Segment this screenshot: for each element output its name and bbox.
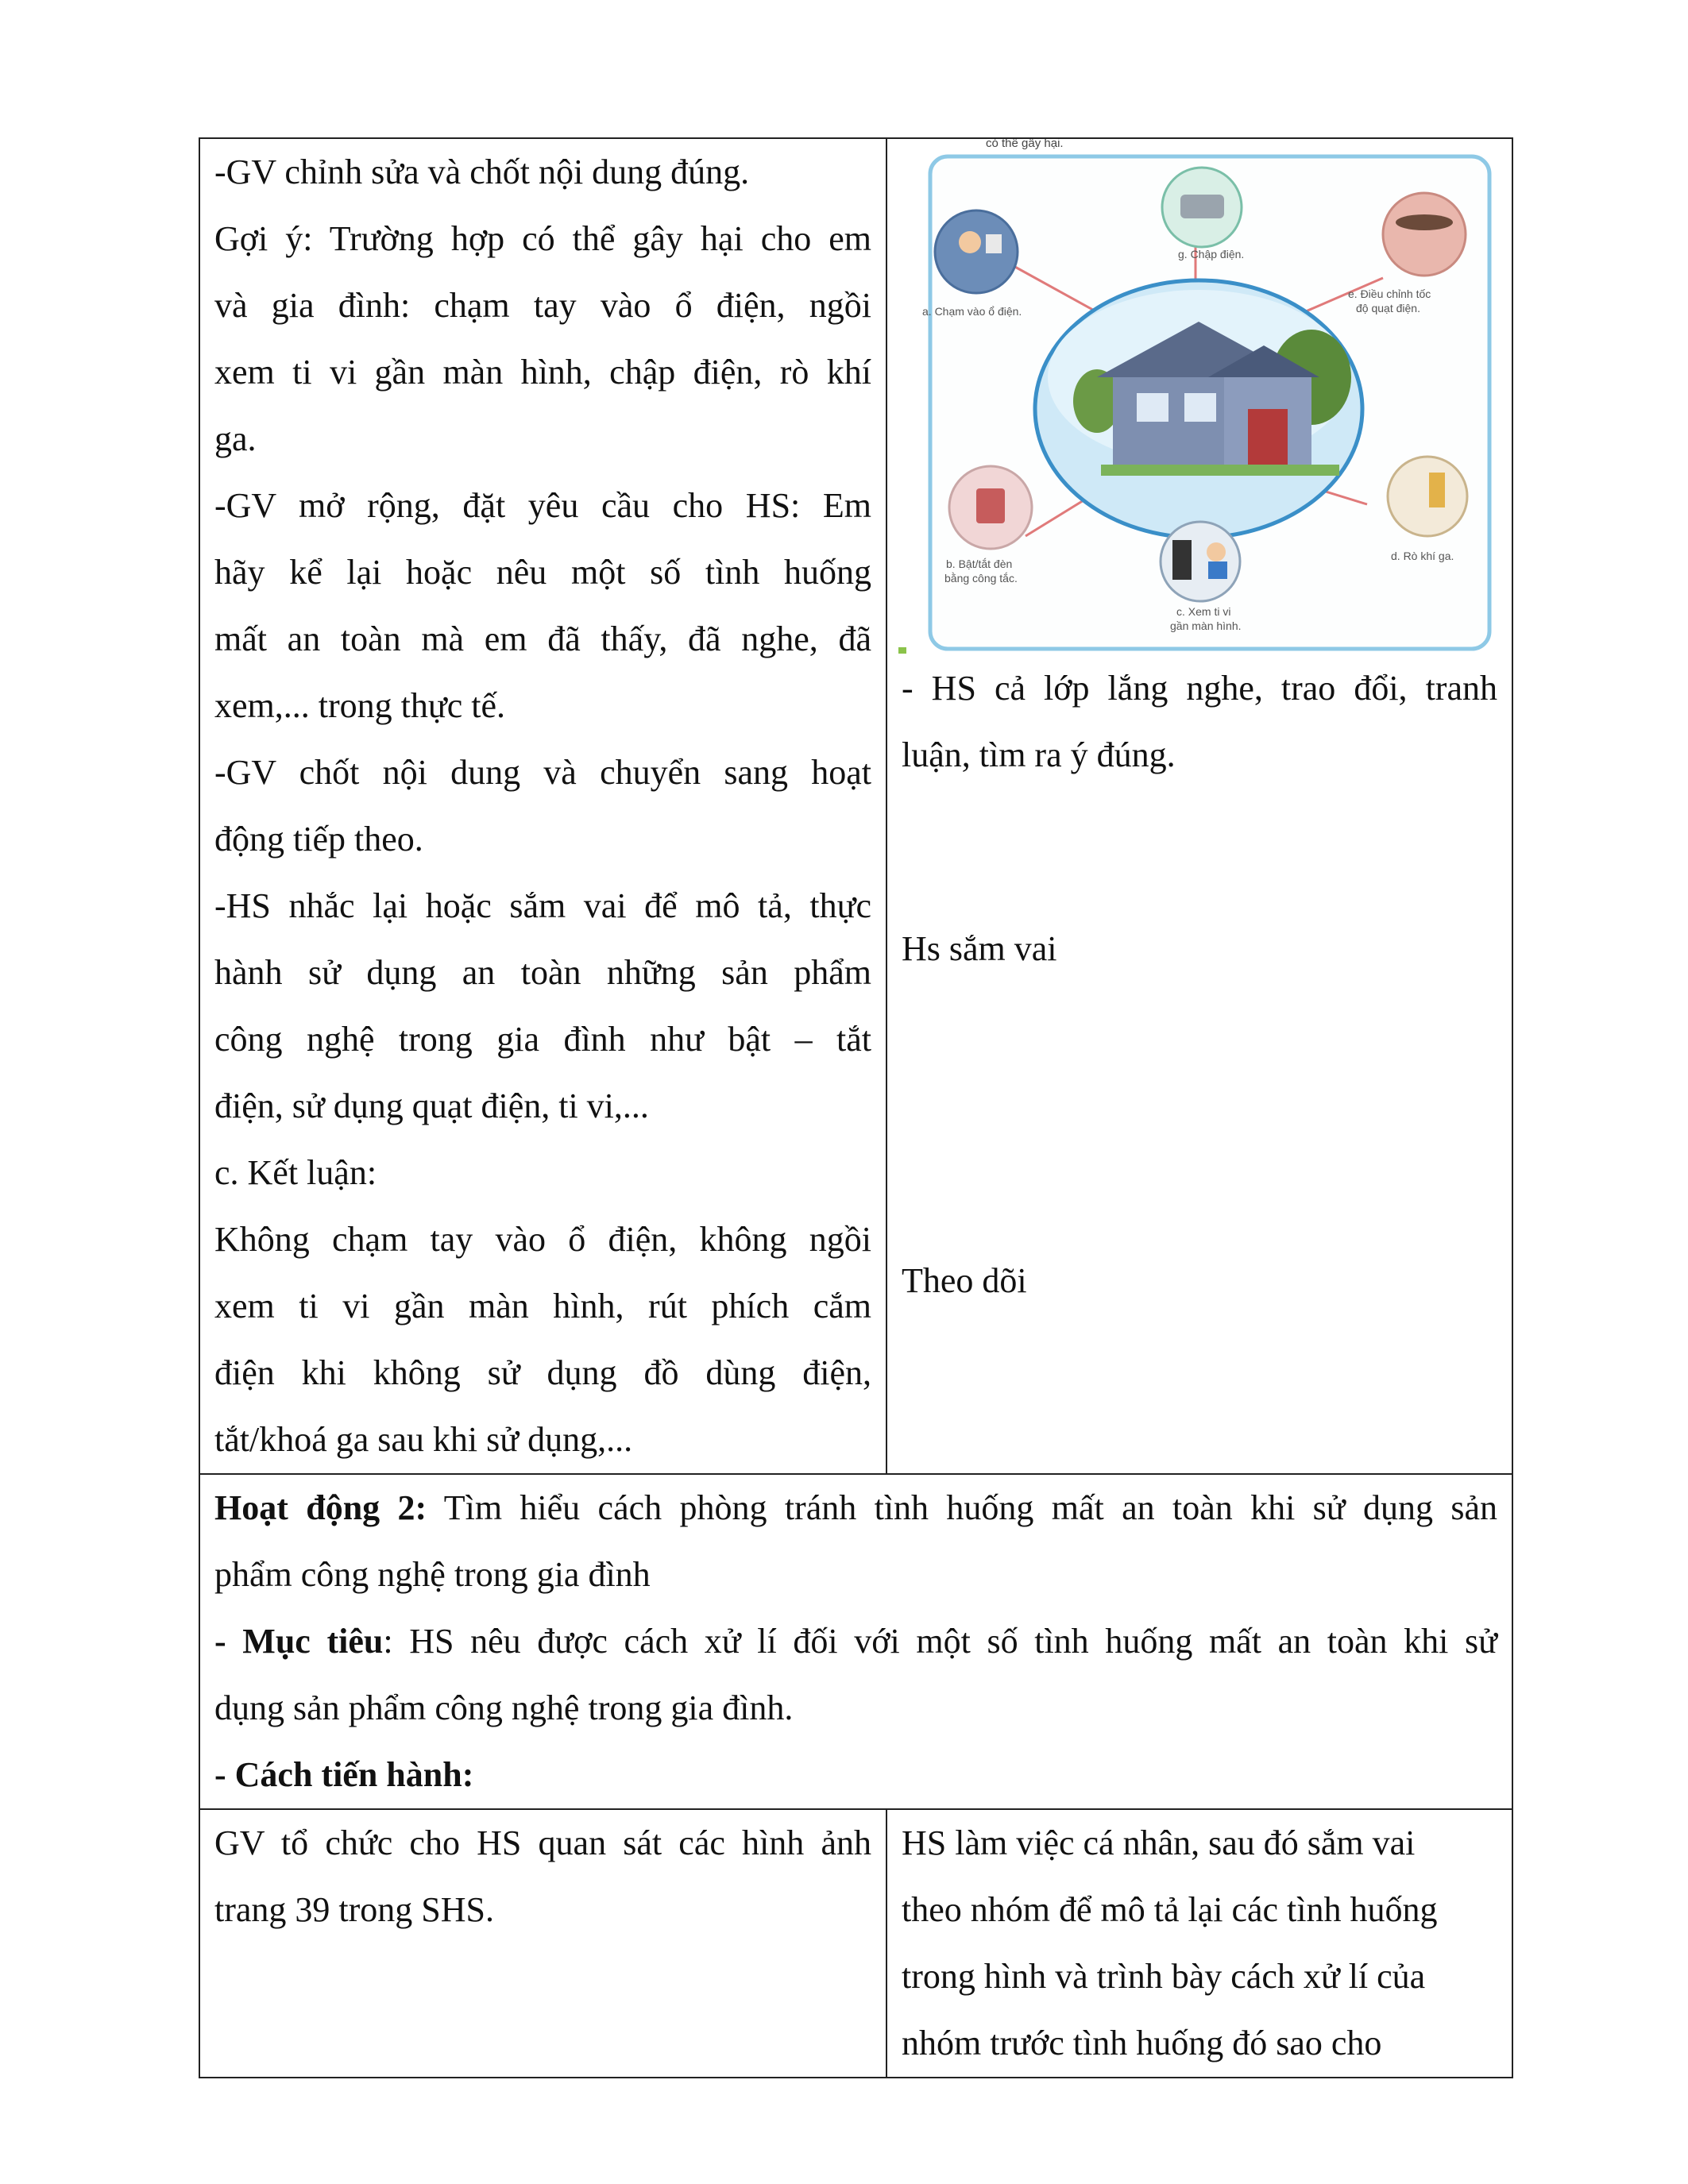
text-line: HS làm việc cá nhân, sau đó sắm vai [902,1823,1416,1862]
lesson-table [199,137,1513,2078]
student-response-1-line2: luận, tìm ra ý đúng. [902,735,1176,774]
label-c-line1: c. Xem ti vi [1176,605,1231,618]
procedure-heading [214,1742,1497,1808]
spacer [902,982,1497,1248]
text-line: xem ti vi gần màn hình, chập điện, rò khí [214,353,871,392]
table-row [200,1473,1512,1808]
text-line: mất an toàn mà em đã thấy, đã nghe, đã [214,619,871,658]
label-e-line1: e. Điều chỉnh tốc [1348,287,1431,300]
text-line: Gợi ý: Trường hợp có thể gây hại cho em [214,219,871,258]
text-line: điện, sử dụng quạt điện, ti vi,... [214,1086,649,1125]
spacer [214,1943,871,2077]
activity-title-line1 [214,1475,1497,1542]
activity-title-bold: Hoạt động 2: [214,1488,427,1527]
activity-header-cell [200,1475,1512,1808]
table-row [200,139,1512,1473]
student-response-3: Theo dõi [902,1261,1027,1300]
text-line: hành sử dụng an toàn những sản phẩm [214,953,871,992]
label-b-line1: b. Bật/tắt đèn [946,558,1013,570]
text-line: trong hình và trình bày cách xử lí của [902,1957,1426,1996]
text-line: xem ti vi gần màn hình, rút phích cắm [214,1287,871,1325]
text-line: -GV mở rộng, đặt yêu cầu cho HS: Em [214,486,871,525]
teacher-activity-cell [200,139,887,1473]
text-line: hãy kể lại hoặc nêu một số tình huống [214,553,871,592]
text-line: động tiếp theo. [214,820,423,859]
label-b-line2: bằng công tắc. [944,572,1018,585]
figure-top-caption: có thể gây hại. [986,139,1064,150]
spacer [902,789,1497,916]
text-line: nhóm trước tình huống đó sao cho [902,2024,1382,2062]
text-line: theo nhóm để mô tả lại các tình huống [902,1890,1438,1929]
label-e-line2: độ quạt điện. [1356,302,1420,314]
text-line: -GV chỉnh sửa và chốt nội dung đúng. [214,152,750,191]
label-g: g. Chập điện. [1178,248,1245,260]
text-line: điện khi không sử dụng đồ dùng điện, [214,1353,871,1392]
activity-title-line2: phẩm công nghệ trong gia đình [214,1555,651,1594]
text-line: và gia đình: chạm tay vào ổ điện, ngồi [214,286,871,325]
text-line: Không chạm tay vào ổ điện, không ngồi [214,1220,871,1259]
student-response-2: Hs sắm vai [902,929,1057,968]
objective-line2: dụng sản phẩm công nghệ trong gia đình. [214,1688,794,1727]
objective-label: - Mục tiêu [214,1622,384,1661]
text-line: GV tổ chức cho HS quan sát các hình ảnh [214,1823,871,1862]
student-response-1-line1: - HS cả lớp lắng nghe, trao đổi, tranh [902,669,1497,708]
teacher-activity-cell [200,1810,887,2077]
student-activity-cell [887,139,1512,1473]
text-line: -GV chốt nội dung và chuyển sang hoạt [214,753,871,792]
text-line: ga. [214,419,257,458]
objective-line1 [214,1608,1497,1675]
safety-situations-figure [898,139,1493,655]
procedure-label: - Cách tiến hành: [214,1755,474,1794]
table-row [200,1808,1512,2077]
figure-illustration [898,139,1493,655]
text-line: tắt/khoá ga sau khi sử dụng,... [214,1420,633,1459]
student-activity-cell [887,1810,1512,2077]
label-c-line2: gần màn hình. [1170,619,1242,632]
objective-text: : HS nêu được cách xử lí đối với một số tình huống mất an toàn khi sử [383,1622,1497,1661]
text-line: xem,... trong thực tế. [214,686,505,725]
label-a: a. Chạm vào ổ điện. [922,305,1022,318]
label-d: d. Rò khí ga. [1391,550,1454,562]
text-line: -HS nhắc lại hoặc sắm vai để mô tả, thực [214,886,871,925]
text-line: trang 39 trong SHS. [214,1890,494,1929]
activity-title-text: Tìm hiểu cách phòng tránh tình huống mất an toàn khi sử dụng sản [427,1488,1497,1527]
text-line: công nghệ trong gia đình như bật – tắt [214,1020,871,1059]
text-line: c. Kết luận: [214,1153,377,1192]
